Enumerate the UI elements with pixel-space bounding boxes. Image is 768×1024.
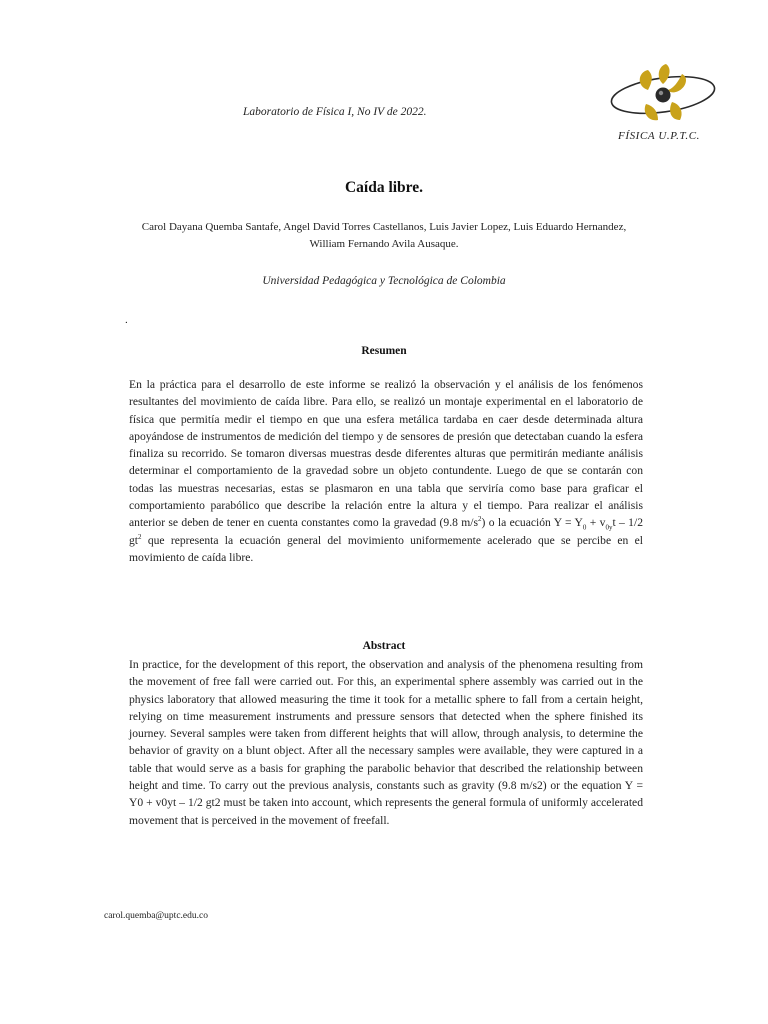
superscript: 2	[478, 515, 482, 524]
logo-caption: FÍSICA U.P.T.C.	[618, 130, 701, 142]
resumen-text: ) o la ecuación Y = Y	[481, 516, 583, 530]
superscript: 2	[138, 532, 142, 541]
abstract-paragraph: In practice, for the development of this report, the observation and analysis of the phenomena resulting from the movement of free fall were carried out. For this, an experimental sphere assembly was carried out in the physics laboratory that allowed measuring the time it took for a metallic sphere to fall from a certain height, relying on time measurement instruments and pressure sensors that detected when the sphere finished its journey. Several samples were taken from different heights that will allow, through analysis, to determine the behavior of gravity on a blunt object. After all the necessary samples were available, they were captured in a table that would serve as a basis for graphing the parabolic behavior that described the relationship between height and time. To carry out the previous analysis, constants such as gravity (9.8 m/s2) or the equation Y = Y0 + v0yt – 1/2 gt2 must be taken into account, which represents the general formula of uniformly accelerated movement that is perceived in the movement of freefall.	[129, 658, 643, 827]
author-list	[96, 219, 672, 253]
resumen-heading: Resumen	[361, 345, 407, 357]
uptc-physics-logo-icon	[608, 60, 718, 130]
resumen-paragraph	[129, 376, 643, 566]
resumen-text: + v	[586, 516, 606, 530]
journal-citation: Laboratorio de Física I, No IV de 2022.	[243, 106, 427, 118]
corresponding-email[interactable]: carol.quemba@uptc.edu.co	[104, 911, 208, 921]
author-line: Carol Dayana Quemba Santafe, Angel David Torres Castellanos, Luis Javier Lopez, Luis Eduardo Hernandez,	[141, 221, 627, 233]
abstract-heading: Abstract	[362, 640, 406, 652]
resumen-text: t – 1/2 gt	[129, 516, 644, 547]
affiliation: Universidad Pedagógica y Tecnológica de Colombia	[262, 275, 506, 287]
resumen-text: que representa la ecuación general del movimiento uniformemente acelerado que se percibe en el movimiento de caída libre.	[129, 533, 643, 564]
subscript: 0	[582, 523, 587, 532]
stray-mark: .	[125, 314, 128, 326]
resumen-text: En la práctica para el desarrollo de este informe se realizó la observación y el análisis de los fenómenos resultantes del movimiento de caída libre. Para ello, se realizó un montaje experimental en el laboratorio de física que permitía medir el tiempo en que una esfera metálica tardaba en caer desde determinada altura apoyándose de instrumentos de medición del tiempo y de sensores de presión que detectaban cuando la esfera finaliza su recorrido. Se tomaron diversas muestras desde diferentes alturas que permitirán mediante análisis determinar el comportamiento de la gravedad sobre un objeto contundente. Luego de que se contarán con todas las muestras necesarias, estas se plasmaron en una tabla que serviría como base para graficar el comportamiento parabólico que describe la relación entre la altura y el tiempo. Para realizar el análisis anterior se deben de tener en cuenta constantes como la gravedad (9.8 m/s	[129, 378, 643, 530]
author-line: William Fernando Avila Ausaque.	[309, 238, 459, 250]
subscript: 0y	[605, 523, 613, 532]
paper-title: Caída libre.	[344, 179, 424, 196]
